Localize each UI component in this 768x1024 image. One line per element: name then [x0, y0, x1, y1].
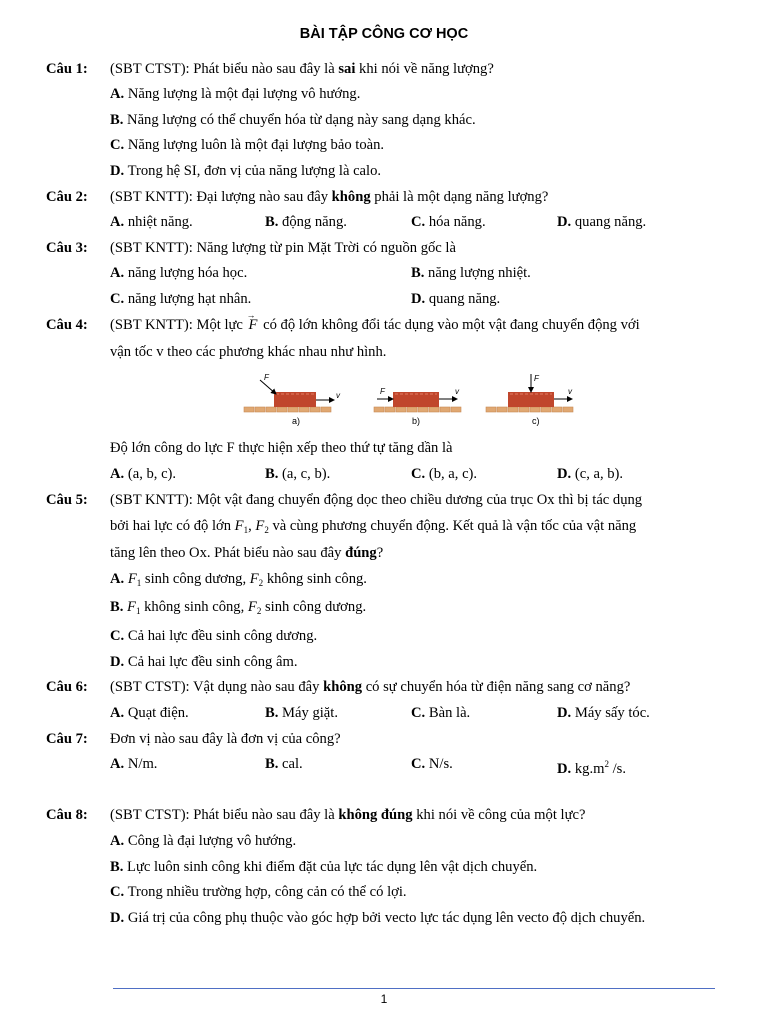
question-4-option-c: C. (b, a, c).	[411, 466, 478, 482]
question-1-text: (SBT CTST): Phát biểu nào sau đây là sai khi nói về năng lượng?	[110, 61, 494, 77]
force-arrow-a	[260, 380, 276, 394]
question-8-option-a: A. Công là đại lượng vô hướng.	[110, 833, 297, 849]
question-5-text-line3: tăng lên theo Ox. Phát biểu nào sau đây đúng?	[110, 545, 384, 561]
figure-b	[374, 387, 461, 426]
question-7-option-d: D. $kg.m^2$ /s.	[557, 759, 626, 777]
question-4-prompt: Độ lớn công do lực F thực hiện xếp theo thứ tự tăng dần là	[110, 440, 453, 456]
question-3-label: Câu 3:	[46, 240, 88, 256]
question-5-text-line2: bởi hai lực có độ lớn $F_1$, $F_2$ và cùng phương chuyển động. Kết quả là vận tốc của vật năng	[110, 518, 637, 535]
question-5-label: Câu 5:	[46, 492, 88, 508]
figure-label-a: a)	[292, 416, 301, 426]
question-8-text: (SBT CTST): Phát biểu nào sau đây là không đúng khi nói về công của một lực?	[110, 807, 586, 823]
question-7-text: Đơn vị nào sau đây là đơn vị của công?	[110, 731, 341, 747]
question-1-label: Câu 1:	[46, 61, 88, 77]
question-8-option-d: D. Giá trị của công phụ thuộc vào góc hợp bởi vecto lực tác dụng lên vecto độ dịch chuyển.	[110, 910, 646, 926]
question-6-option-d: D. Máy sấy tóc.	[557, 705, 650, 721]
figure-a	[244, 373, 341, 426]
velocity-label-b: v	[455, 387, 459, 396]
page-number: 1	[380, 992, 388, 1006]
block-a	[274, 392, 316, 407]
document-title: BÀI TẬP CÔNG CƠ HỌC	[299, 26, 469, 42]
force-label-b: F	[380, 387, 385, 396]
question-4-text: (SBT KNTT): Một lực → F có độ lớn không đổi tác dụng vào một vật đang chuyển động với	[110, 316, 640, 334]
question-2-option-b: B. động năng.	[265, 214, 347, 230]
question-7-option-b: B. cal.	[265, 756, 303, 772]
question-3-text: (SBT KNTT): Năng lượng từ pin Mặt Trời có nguồn gốc là	[110, 240, 456, 256]
question-3-option-c: C. năng lượng hạt nhân.	[110, 291, 252, 307]
velocity-label-a: v	[336, 391, 340, 400]
question-8-label: Câu 8:	[46, 807, 88, 823]
question-3-option-b: B. năng lượng nhiệt.	[411, 265, 531, 281]
question-1-option-b: B. Năng lượng có thể chuyển hóa từ dạng này sang dạng khác.	[110, 112, 476, 128]
question-1-option-d: D. Trong hệ SI, đơn vị của năng lượng là calo.	[110, 163, 382, 179]
question-1-option-a: A. Năng lượng là một đại lượng vô hướng.	[110, 86, 361, 102]
question-6-option-b: B. Máy giặt.	[265, 705, 338, 721]
question-4-option-b: B. (a, c, b).	[265, 466, 331, 482]
question-4-label: Câu 4:	[46, 317, 88, 333]
figure-c	[486, 374, 573, 426]
question-6-label: Câu 6:	[46, 679, 88, 695]
question-5-option-c: C. Cả hai lực đều sinh công dương.	[110, 628, 318, 644]
question-5-text: (SBT KNTT): Một vật đang chuyển động dọc theo chiều dương của trục Ox thì bị tác dụng	[110, 492, 643, 508]
question-5-option-b: B. $F_1$ không sinh công, $F_2$ sinh công dương.	[110, 599, 367, 616]
figure-label-b: b)	[412, 416, 421, 426]
question-7-label: Câu 7:	[46, 731, 88, 747]
question-2-label: Câu 2:	[46, 189, 88, 205]
figure-label-c: c)	[532, 416, 540, 426]
question-4-figure	[240, 370, 590, 430]
question-2-text: (SBT KNTT): Đại lượng nào sau đây không phải là một dạng năng lượng?	[110, 189, 549, 205]
question-6-option-c: C. Bàn là.	[411, 705, 471, 721]
question-6-text: (SBT CTST): Vật dụng nào sau đây không có sự chuyển hóa từ điện năng sang cơ năng?	[110, 679, 631, 695]
question-5-option-d: D. Cả hai lực đều sinh công âm.	[110, 654, 298, 670]
question-2-option-a: A. nhiệt năng.	[110, 214, 193, 230]
question-8-option-b: B. Lực luôn sinh công khi điểm đặt của lực tác dụng lên vật dịch chuyển.	[110, 859, 538, 875]
question-4-option-d: D. (c, a, b).	[557, 466, 624, 482]
force-label-c: F	[534, 374, 539, 383]
question-4-option-a: A. (a, b, c).	[110, 466, 177, 482]
question-4-text-line2: vận tốc v theo các phương khác nhau như hình.	[110, 344, 387, 360]
question-7-option-c: C. N/s.	[411, 756, 453, 772]
question-1-option-c: C. Năng lượng luôn là một đại lượng bảo toàn.	[110, 137, 385, 153]
question-2-option-d: D. quang năng.	[557, 214, 647, 230]
question-6-option-a: A. Quạt điện.	[110, 705, 189, 721]
velocity-label-c: v	[568, 387, 572, 396]
force-vector-symbol: → F	[247, 316, 260, 334]
footer-divider	[113, 988, 715, 989]
question-8-option-c: C. Trong nhiều trường hợp, công cản có thể có lợi.	[110, 884, 407, 900]
question-3-option-d: D. quang năng.	[411, 291, 501, 307]
question-7-option-a: A. N/m.	[110, 756, 158, 772]
question-5-option-a: A. $F_1$ sinh công dương, $F_2$ không sinh công.	[110, 571, 367, 588]
question-3-option-a: A. năng lượng hóa học.	[110, 265, 248, 281]
force-label-a: F	[264, 373, 269, 382]
question-2-option-c: C. hóa năng.	[411, 214, 486, 230]
